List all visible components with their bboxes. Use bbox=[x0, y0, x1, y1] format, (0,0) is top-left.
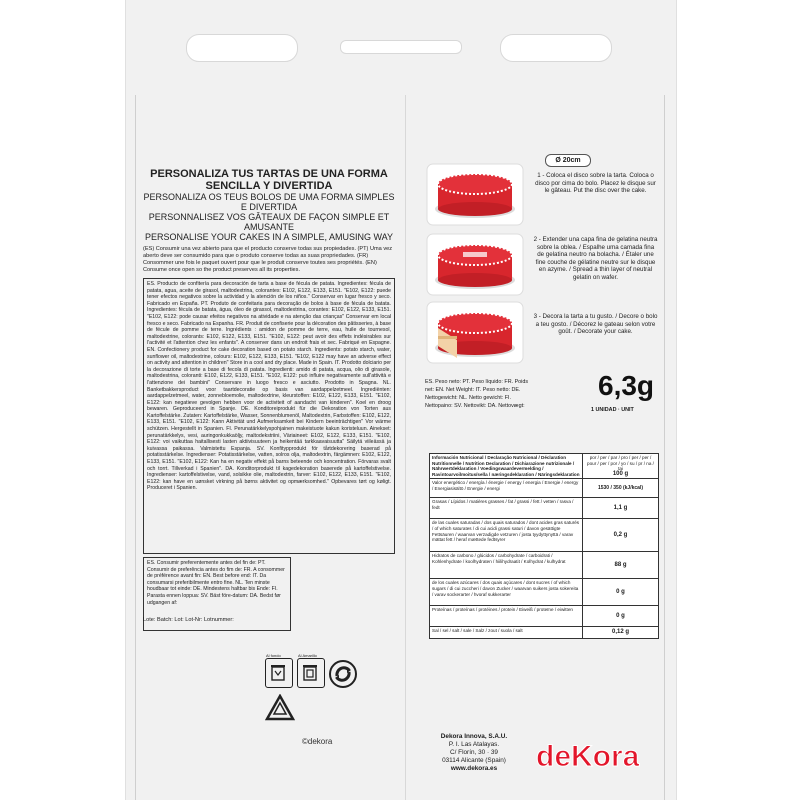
cake-image-3 bbox=[425, 300, 525, 365]
nutrition-row-value: 0,2 g bbox=[613, 531, 628, 538]
seam-right bbox=[664, 95, 665, 800]
mobius-triangle-icon bbox=[265, 694, 295, 722]
ingredients-box: ES. Producto de confitería para decoración de tarta a base de fécula de patata. Ingredientes: fécula de patata, agua, aceite de girasol, maltodextrina, colorantes: E102, E122, E133, E151. "E102, E122: puede tener efectos negativos sobre la actividad y la atención de los niños." Conservar en lugar fresco y seco. Fabricado en España. PT. Produto de confeitaria para decoração de bolos à base de fécula de batata. Ingredientes: fécula de batata, água, óleo de girassol, maltodextrina, corantes: E102, E122, E133, E151. "E102, E122: pode causar efeitos negativos na atividade e na atenção das crianças" Conservar em local fresco e seco. Fabricado na Espanha. FR. Produit de confiserie pour la décoration des pâtisseries, à base de fécule de pomme de terre. Ingrédients : amidon de pomme de terre, eau, huile de tournesol, maltodextrine, colorants: E102, E122, E133, E151. "E102, E122: peut avoir des effets indésirables sur l'activité et l'attention chez les enfants". A conserver dans un endroit frais et sec. Fabriqué en Espagne. EN. Confectionery product for cake decoration based on potato starch. Ingredients: potato starch, water, sunflower oil, maltodextrine, colours: E102, E122, E133, E151. "E102, E122 may have an adverse effect on activity and attention in children" Store in a cool and dry place. Made in Spain. IT. Prodotto dolciario per la decorazione di torte a base di fecola di patata. Ingredienti: amido di patata, acqua, olio di girasole, maltodestrina, coloranti: E102, E122, E133, E151. "E102, E122: può influire negativamente sull'attività e l'attenzione dei bambini" Conservare in luogo fresco e asciutto. Prodotto in Spagna. NL. Banketbakkersproduct voor taartdecoratie op basis van aardappelzetmeel. Ingrediënten: aardappelzetmeel, water, zonnebloemolie, maltodextrine, kleurstoffen: E102, E122, E133, E151. "E102, E122: kan negatieve gevolgen hebben voor de activiteit of aandacht van kinderen". Koel en droog bewaren. Geproduceerd in Spanje. DE. Konditoreiprodukt für die Dekoration von Torten aus Kartoffelstärke. Zutaten: Kartoffelstärke, Wasser, Sonnenblumenöl, Maltodextrin, Farbstoffen: E102, E122, E133, E151. "E102, E122: Kann Aktivität und Aufmerksamkeit bei Kindern beeinträchtigen" Vor wärme schützen. Hergestellt in Spanien. FI. Perunatärkkelyspohjainen makeistuote kakun koristeluun. Ainekset: perunatärkkelys, vesi, auringonkukkaöljy, maltodekstriini, Väriaineet: E102, E122, E133, E151. "E102, E122: voi vaikuttaa haitallisesti lasten aktiivisuuteen ja heikentää tarkkaavaisuutta" Säilytä viileässä ja kuivassa paikassa. Valmistettu Espanja. SV. Konfitypprodukt för tårtdekorering baserad på potatisstärkelse. Ingredienser: Potatisstärkelse, vatten, solros olja, maltodextrin, färgämnen: E102, E122, E133, E151. "E102, E122: Kan ha en negativ effekt på barns beteende och koncentration. Förvaras svalt och torrt. Tillverkad i Spanien". DA. Konditorprodukt til kagedekoration baserede på kartoffelstivelse. Ingredienser: kartoffelstivelse, vand, solsikke olie, maltodextrin, farver: E102, E122, E133, E151. "E102, E122: kan have en uønsket virkning på børns aktivitet og opmærksomhed." Opbevares tørt og køligt. Produceret i Spanien. bbox=[143, 278, 395, 554]
step-3-text: 3 - Decora la tarta a tu gusto. / Decore o bolo a teu gosto. / Décorez le gateau selon votre goût. / Decorate your cake. bbox=[533, 313, 658, 335]
nutrition-row bbox=[430, 479, 658, 498]
icon2-label: Al Amarillo bbox=[298, 653, 317, 658]
nutrition-per-text: por / per / par / pro / per / per / pour / per / por / yo / su / pr / na / tai bbox=[587, 455, 654, 472]
nutrition-row-value: 0,12 g bbox=[611, 629, 629, 636]
seam-left bbox=[135, 95, 136, 800]
dekora-logo-text: deKora bbox=[536, 740, 640, 773]
net-weight-value: 6,3g bbox=[598, 370, 655, 401]
left-panel bbox=[143, 168, 395, 631]
nutrition-row-value: 0 g bbox=[616, 612, 625, 619]
title-fr: PERSONNALISEZ VOS GÂTEAUX DE FAÇON SIMPLE ET AMUSANTE bbox=[148, 212, 390, 232]
company-name: Dekora Innova, S.A.U. bbox=[440, 733, 508, 740]
hang-hole-right bbox=[500, 34, 612, 62]
intro-text: (ES) Consumir una vez abierto para que el producto conserve todas sus propiedades. (PT) Uma vez aberto deve ser consumido para que o produto conserve todas as suas propriedades. (FR) Consommer une fois le paquet ouvert pour que le produit conserve toutes ses propriétés. (EN) Consume once open so the product preserves all its properties. bbox=[143, 246, 393, 273]
net-weight-labels: ES. Peso neto: PT. Peso líquido: FR. Poids net: EN. Net Weight: IT. Peso netto: DE. Nettogewicht: NL. Netto gewicht: FI. Nettopaino: SV. Nettovikt: DA. Nettovægt: bbox=[425, 379, 529, 409]
hang-hole-left bbox=[186, 34, 298, 62]
hang-slot bbox=[340, 40, 462, 54]
company-address bbox=[436, 733, 512, 773]
step-1-text: 1 - Coloca el disco sobre la tarta. Coloca o disco por cima do bolo. Placez le disque sur le gâteau. Put the disc over the cake. bbox=[535, 172, 656, 194]
size-badge: Ø 20cm bbox=[545, 154, 591, 167]
dekora-logo bbox=[533, 735, 643, 775]
step-2-text: 2 - Extender una capa fina de gelatina neutra sobre la oblea. / Espalhe uma camada fina de gelatina neutro na bolacha. / Étaler une fine couche de gélatine neutre sur le disque en azyme. / Spread a thin layer of neutral gelatin on wafer. bbox=[533, 236, 658, 281]
nutrition-row-label: Valor energético / energía / énergie / energy / energia / Energie / energy / Energiasisältö / Energie / energi bbox=[430, 479, 583, 497]
company-line: 03114 Alicante (Spain) bbox=[442, 757, 506, 764]
nutrition-row bbox=[430, 552, 658, 579]
plastic-bag-bin-icon bbox=[265, 653, 293, 688]
nutrition-row-label: de las cuales saturadas / dos quais saturados / dont acides gras saturés / of which saturates / di cui acidi grassi saturi / davon gesättigte Fettsäuren / waarvan verzadigde vetzuren / josta tyydyttynyttä / varav mättat fett / heraf mættede fedtsyrer bbox=[430, 519, 583, 551]
nutrition-row-label: Proteínas / proteínas / protéines / protein / Eiweiß / proteïne / eiwitten bbox=[430, 606, 583, 626]
best-before-box: ES. Consumir preferentemente antes del fin de: PT. Consumir de preferência antes do fim de: FR. A consommer de préférence avant fin: EN. Best before end: IT. Da consumarsi preferibilmente entro fine. NL. Ten minste houdbaar tot einde: DE. Mindestens haltbar bis Ende: FI. Parasta ennen loppua: SV. Bäst före-datum: DA. Bedst før udgangen af: bbox=[143, 557, 291, 631]
paper-bin-icon bbox=[297, 653, 325, 688]
nutrition-row bbox=[430, 498, 658, 519]
icon1-label: Al fondo bbox=[266, 653, 281, 658]
company-website: www.dekora.es bbox=[450, 765, 498, 772]
title-pt: PERSONALIZA OS TEUS BOLOS DE UMA FORMA SIMPLES E DIVERTIDA bbox=[143, 192, 395, 212]
nutrition-header-value bbox=[583, 454, 658, 478]
seam-middle bbox=[405, 95, 406, 800]
title-en: PERSONALISE YOUR CAKES IN A SIMPLE, AMUSING WAY bbox=[145, 232, 393, 242]
nutrition-row bbox=[430, 519, 658, 552]
nutrition-row-value: 1,1 g bbox=[613, 504, 628, 511]
unit-label: 1 UNIDAD · UNIT bbox=[591, 407, 634, 413]
company-line: C/ Florín, 30 · 39 bbox=[450, 749, 498, 756]
nutrition-row-value: 1530 / 350 (kJ/kcal) bbox=[597, 484, 644, 491]
cake-image-1 bbox=[425, 162, 525, 227]
nutrition-row-label: de los cuales azúcares / dos quais açúcares / dont sucres / of which sugars / di cui zuccheri / davon Zucker / waarvan suikers josta sokereita / varav sockerarter / hvoraf sukkerarter bbox=[430, 579, 583, 605]
nutrition-row bbox=[430, 579, 658, 606]
nutrition-row-label: Hidratos de carbono / glúcidos / carbohydrate / carboidrati / Kohlenhydrate / koolhydraten / hiilihydraatit / Kolhydrat / kulhydrat bbox=[430, 552, 583, 578]
lot-label: Lote: Batch: Lot: Lot-Nr: Lotnummer: bbox=[143, 617, 234, 623]
nutrition-table bbox=[429, 453, 659, 639]
nutrition-per-amount: 100 g bbox=[612, 470, 629, 477]
nutrition-row-label: Grasas / Lípidos / matières grasses / fat / grassi / fett / vetten / rasva / fedt bbox=[430, 498, 583, 518]
recycle-icon bbox=[328, 659, 358, 689]
cake-image-2 bbox=[425, 232, 525, 297]
company-line: P. I. Las Atalayas. bbox=[448, 741, 500, 748]
nutrition-row bbox=[430, 627, 658, 638]
nutrition-header-row bbox=[430, 454, 658, 479]
nutrition-row-value: 88 g bbox=[614, 561, 627, 568]
nutrition-row-label: Sal / sel / salt / sale / Salz / zout / suola / salt bbox=[430, 627, 583, 638]
nutrition-row-value: 0 g bbox=[616, 588, 625, 595]
nutrition-row bbox=[430, 606, 658, 627]
title-block bbox=[143, 168, 395, 242]
nutrition-header-label: Información Nutricional / Declaração Nutricional / Déclaration Nutritionnelle / Nutrition Declaration / Dichiarazione nutrizionale / Nährwertdeklaration / Voedingswaardevermelding / Ravintoarvoilmoitus/sella / næringsdeklaration / Näringsdeklaration bbox=[430, 454, 583, 478]
title-es: PERSONALIZA TUS TARTAS DE UNA FORMA SENCILLA Y DIVERTIDA bbox=[150, 168, 388, 192]
recycling-icons bbox=[262, 653, 402, 726]
copyright-text: ©dekora bbox=[302, 737, 333, 746]
